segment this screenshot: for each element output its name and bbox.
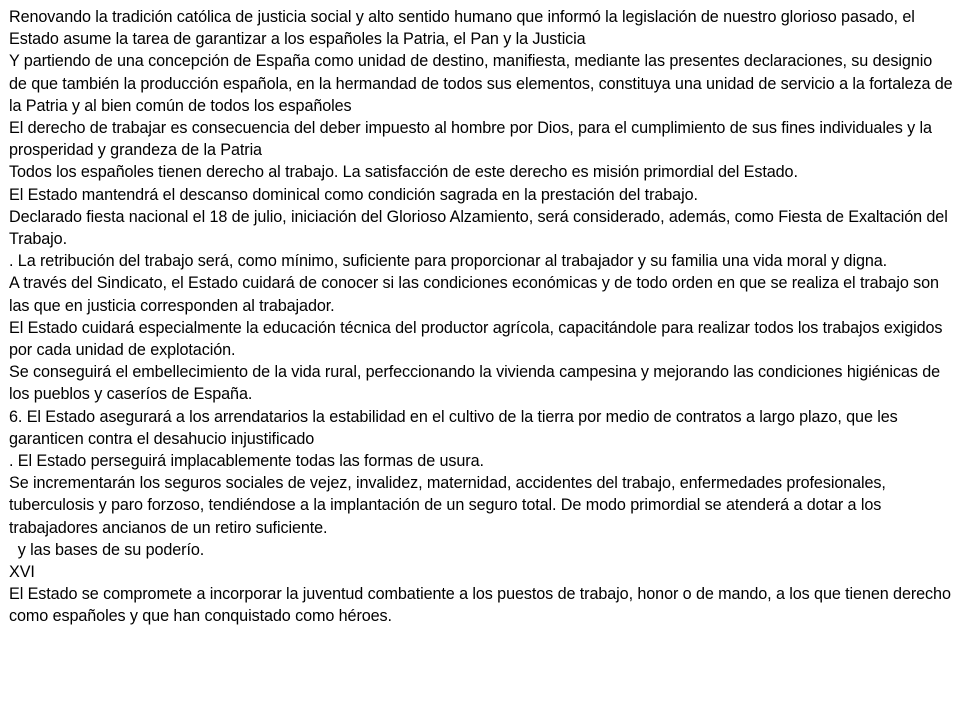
- paragraph-juventud-combatiente: El Estado se compromete a incorporar la juventud combatiente a los puestos de trabajo, honor o de mando, a los que tienen derecho como españoles y que han conquistado como héroes.: [9, 585, 951, 626]
- paragraph-bases-poderio: y las bases de su poderío.: [9, 540, 205, 559]
- paragraph-justicia-social: Renovando la tradición católica de justicia social y alto sentido humano que informó la legislación de nuestro glorioso pasado, el Estado asume la tarea de garantizar a los españoles la Patria, el Pan y la Justicia: [9, 8, 915, 49]
- paragraph-unidad-de-destino: Y partiendo de una concepción de España como unidad de destino, manifiesta, mediante las presentes declaraciones, su designio de que también la producción española, en la hermandad de todos sus elementos, constituya una unidad de servicio a la fortaleza de la Patria y al bien común de todos los españoles: [9, 52, 953, 115]
- paragraph-descanso-dominical: El Estado mantendrá el descanso dominical como condición sagrada en la prestación del trabajo.: [9, 185, 698, 204]
- document-body: [9, 6, 954, 628]
- paragraph-vida-rural: Se conseguirá el embellecimiento de la vida rural, perfeccionando la vivienda campesina y mejorando las condiciones higiénicas de los pueblos y caseríos de España.: [9, 363, 941, 404]
- paragraph-usura: . El Estado perseguirá implacablemente todas las formas de usura.: [9, 452, 484, 471]
- paragraph-retribucion: . La retribución del trabajo será, como mínimo, suficiente para proporcionar al trabajador y su familia una vida moral y digna.: [9, 252, 888, 271]
- paragraph-sindicato: A través del Sindicato, el Estado cuidará de conocer si las condiciones económicas y de todo orden en que se realiza el trabajo son las que en justicia corresponden al trabajador.: [9, 274, 939, 315]
- paragraph-arrendatarios: 6. El Estado asegurará a los arrendatarios la estabilidad en el cultivo de la tierra por medio de contratos a largo plazo, que les garanticen contra el desahucio injustificado: [9, 407, 898, 448]
- paragraph-derecho-de-trabajar: El derecho de trabajar es consecuencia del deber impuesto al hombre por Dios, para el cumplimiento de sus fines individuales y la prosperidad y grandeza de la Patria: [9, 119, 932, 160]
- paragraph-seguros-sociales: Se incrementarán los seguros sociales de vejez, invalidez, maternidad, accidentes del trabajo, enfermedades profesionales, tuberculosis y paro forzoso, tendiéndose a la implantación de un seguro total. De modo primordial se atenderá a dotar a los trabajadores ancianos de un retiro suficiente.: [9, 474, 886, 537]
- section-heading-xvi: XVI: [9, 563, 35, 582]
- paragraph-derecho-al-trabajo: Todos los españoles tienen derecho al trabajo. La satisfacción de este derecho es misión primordial del Estado.: [9, 163, 798, 182]
- paragraph-fiesta-nacional: Declarado fiesta nacional el 18 de julio, iniciación del Glorioso Alzamiento, será considerado, además, como Fiesta de Exaltación del Trabajo.: [9, 207, 948, 249]
- paragraph-educacion-tecnica: El Estado cuidará especialmente la educación técnica del productor agrícola, capacitándole para realizar todos los trabajos exigidos por cada unidad de explotación.: [9, 318, 943, 360]
